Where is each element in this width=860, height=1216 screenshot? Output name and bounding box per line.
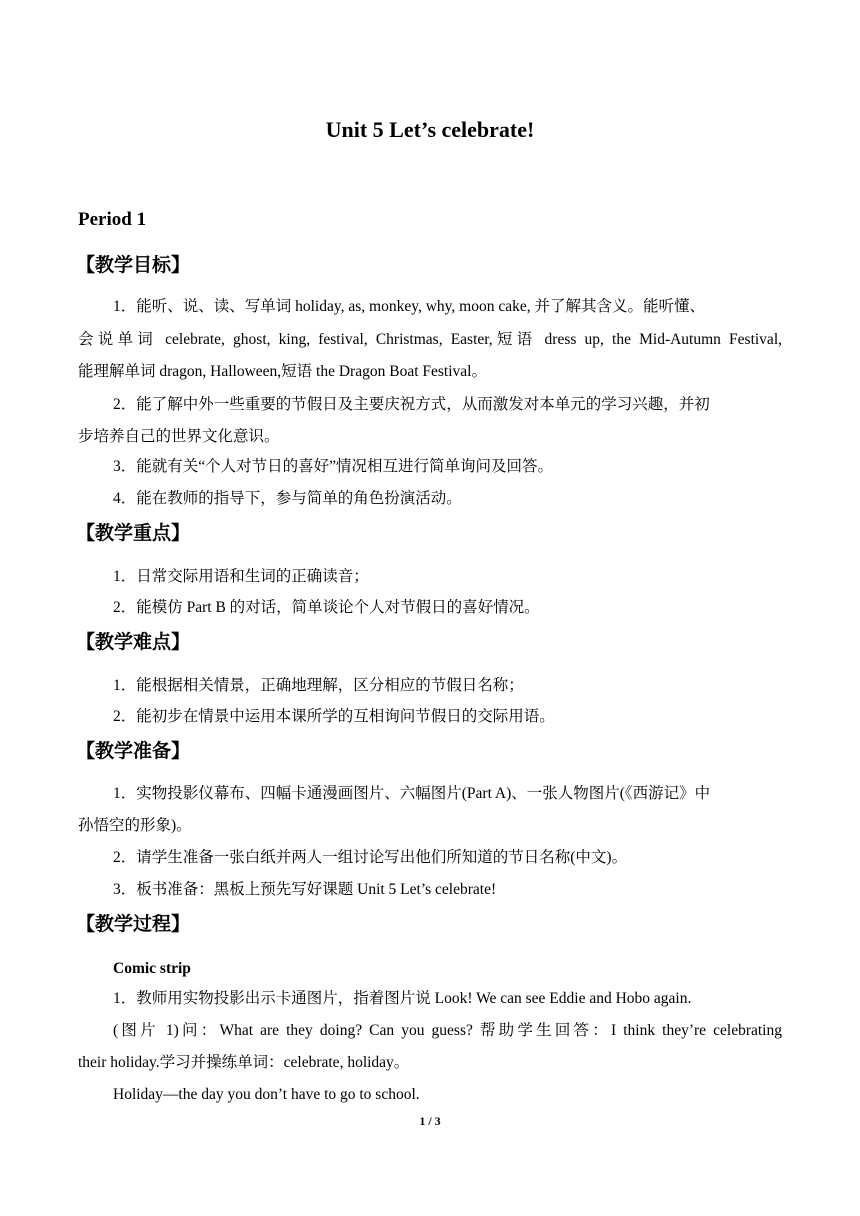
section-heading-difficulties: 【教学难点】 <box>76 631 191 653</box>
objectives-line: 1．能听、说、读、写单词 holiday, as, monkey, why, moon cake, 并了解其含义。能听懂、 <box>113 298 705 315</box>
section-heading-process: 【教学过程】 <box>76 913 191 935</box>
objectives-line: 2．能了解中外一些重要的节假日及主要庆祝方式，从而激发对本单元的学习兴趣，并初 <box>113 396 710 413</box>
preparation-line: 2．请学生准备一张白纸并两人一组讨论写出他们所知道的节日名称(中文)。 <box>113 849 628 866</box>
key-points-line: 1．日常交际用语和生词的正确读音； <box>113 568 369 585</box>
section-heading-preparation: 【教学准备】 <box>76 740 191 762</box>
objectives-line: 3．能就有关“个人对节日的喜好”情况相互进行简单询问及回答。 <box>113 458 554 475</box>
page-number: 1 / 3 <box>419 1114 441 1128</box>
objectives-line: 4．能在教师的指导下，参与简单的角色扮演活动。 <box>113 490 462 507</box>
objectives-line: 会说单词 celebrate, ghost, king, festival, Christmas, Easter,短语 dress up, the Mid-Autumn Festival, <box>78 331 782 348</box>
objectives-line: 能理解单词 dragon, Halloween,短语 the Dragon Boat Festival。 <box>78 363 487 380</box>
preparation-line: 1．实物投影仪幕布、四幅卡通漫画图片、六幅图片(Part A)、一张人物图片(《西游记》中 <box>113 785 711 802</box>
preparation-line: 3．板书准备：黑板上预先写好课题 Unit 5 Let’s celebrate! <box>113 881 497 898</box>
process-subheading: Comic strip <box>113 960 191 977</box>
process-line: 1．教师用实物投影出示卡通图片，指着图片说 Look! We can see Eddie and Hobo again. <box>113 990 692 1007</box>
section-heading-key-points: 【教学重点】 <box>76 522 191 544</box>
document-title: Unit 5 Let’s celebrate! <box>325 117 535 142</box>
process-line: their holiday.学习并操练单词：celebrate, holiday。 <box>78 1054 410 1071</box>
process-line: Holiday—the day you don’t have to go to school. <box>113 1086 420 1103</box>
period-label: Period 1 <box>78 209 147 230</box>
key-points-line: 2．能模仿 Part B 的对话，简单谈论个人对节假日的喜好情况。 <box>113 599 540 616</box>
objectives-line: 步培养自己的世界文化意识。 <box>78 428 280 445</box>
preparation-line: 孙悟空的形象)。 <box>78 817 192 834</box>
difficulties-line: 1．能根据相关情景，正确地理解，区分相应的节假日名称； <box>113 677 524 694</box>
process-line: (图片 1)问：What are they doing? Can you guess? 帮助学生回答：I think they’re celebrating <box>113 1022 782 1039</box>
section-heading-objectives: 【教学目标】 <box>76 254 191 276</box>
difficulties-line: 2．能初步在情景中运用本课所学的互相询问节假日的交际用语。 <box>113 708 555 725</box>
